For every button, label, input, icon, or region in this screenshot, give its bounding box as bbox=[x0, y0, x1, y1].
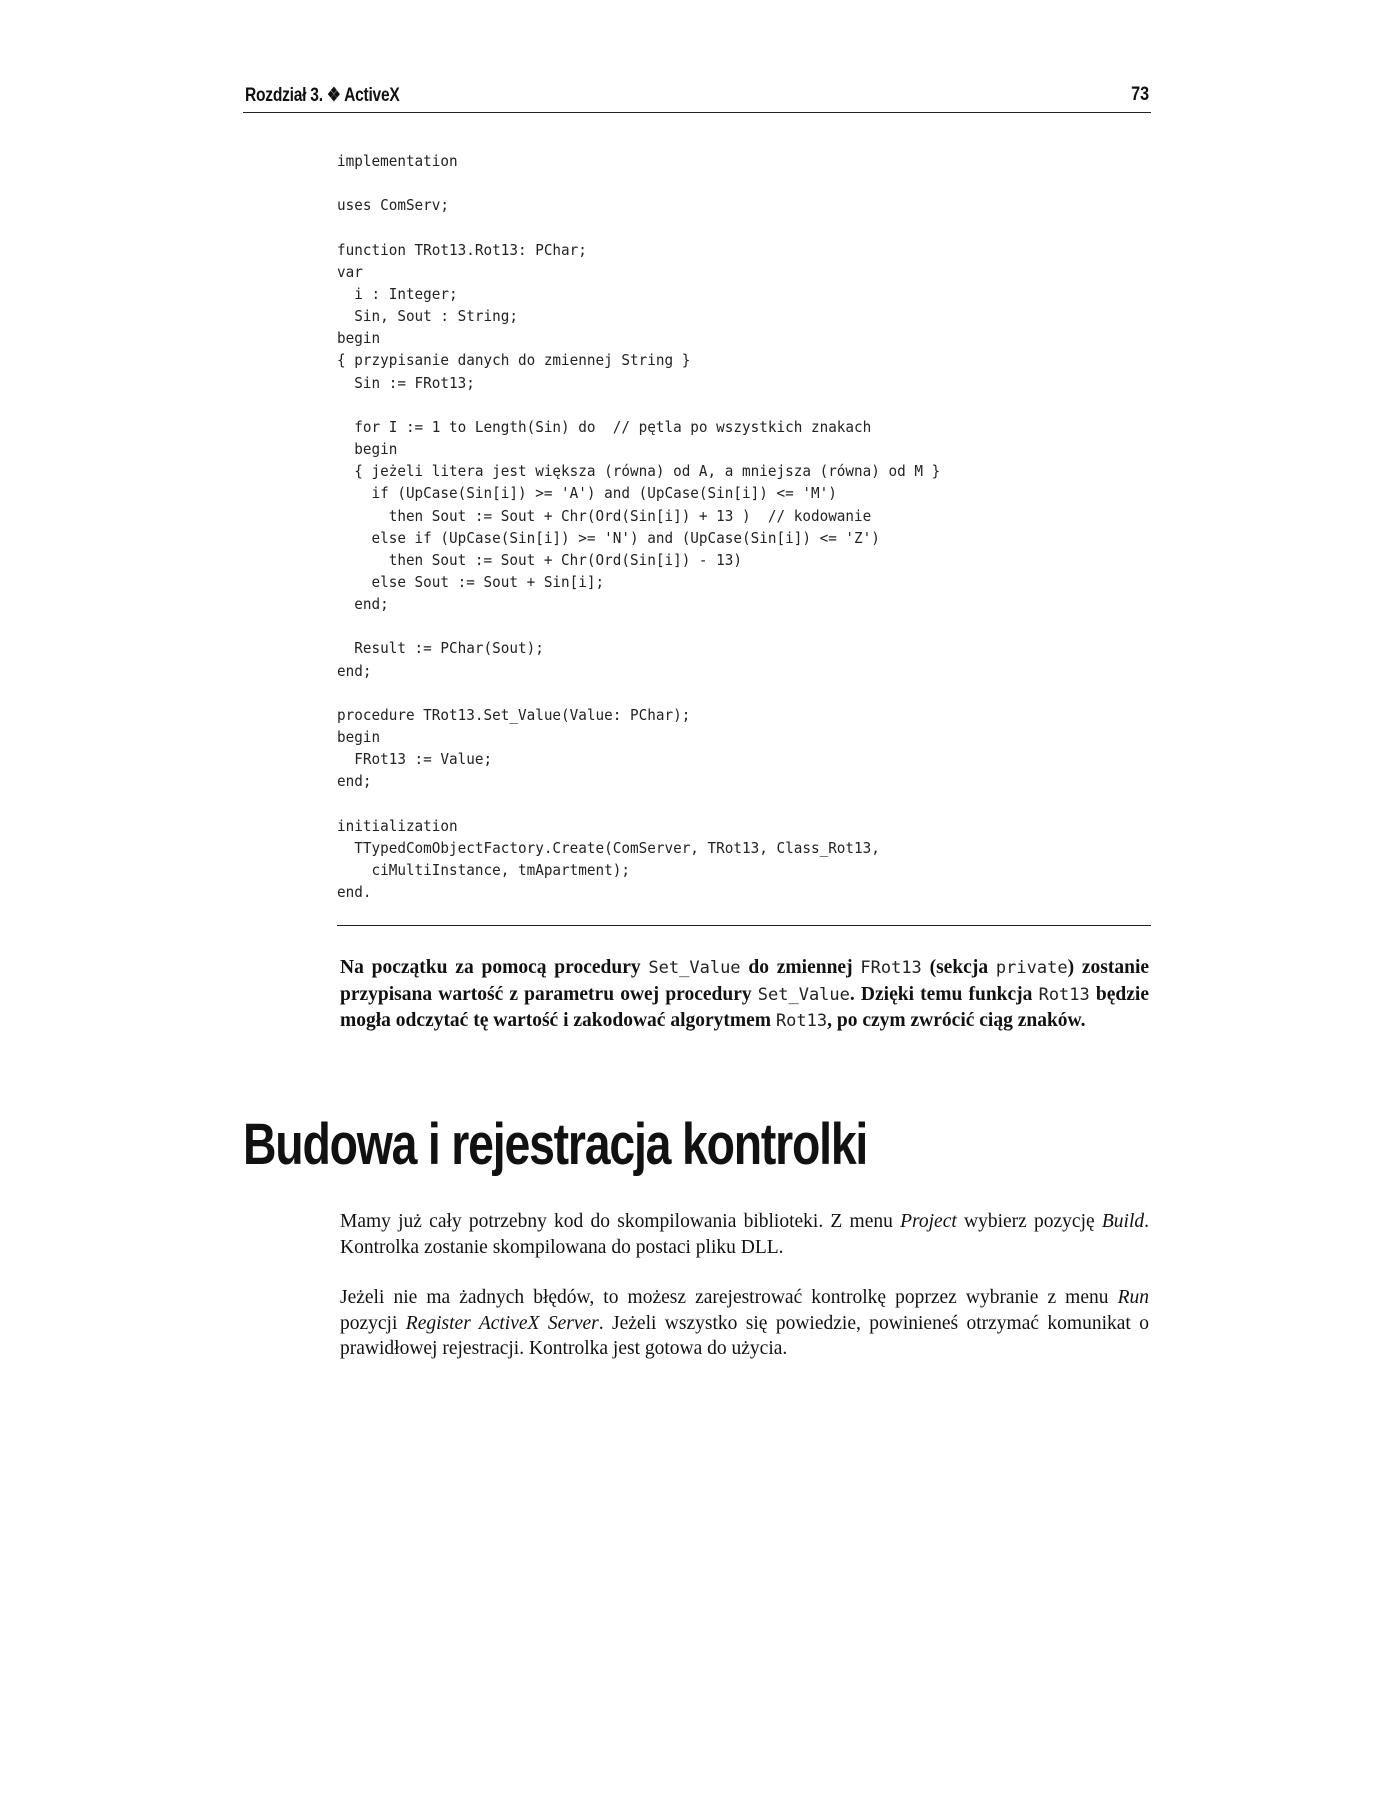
menu-item-name: Register ActiveX Server bbox=[405, 1312, 599, 1334]
text-run: Na początku za pomocą procedury bbox=[340, 957, 649, 978]
inline-code: FRot13 bbox=[860, 958, 922, 978]
section-heading: Budowa i rejestracja kontrolki bbox=[243, 1112, 868, 1177]
page-number: 73 bbox=[1131, 84, 1149, 105]
text-run: . Jeżeli wszystko się powiedzie, powinieneś otrzymać komunikat o prawidłowej rejestracji. Kontrolka jest gotowa do użycia. bbox=[340, 1312, 1149, 1359]
inline-code: Set_Value bbox=[648, 958, 741, 978]
paragraph-set-value-explanation bbox=[340, 955, 1149, 1035]
inline-code: Rot13 bbox=[775, 1011, 828, 1031]
text-run: będzie mogła odczytać tę wartość i zakodować algorytmem bbox=[340, 983, 1149, 1031]
text-run: Jeżeli nie ma żadnych błędów, to możesz zarejestrować kontrolkę poprzez wybranie z menu bbox=[340, 1287, 1118, 1308]
text-run: . Kontrolka zostanie skompilowana do postaci pliku DLL. bbox=[340, 1211, 1149, 1258]
text-run: ) zostanie przypisana wartość z parametru owej procedury bbox=[340, 957, 1150, 1005]
inline-code: Rot13 bbox=[1038, 984, 1090, 1005]
text-run: Mamy już cały potrzebny kod do skompilowania biblioteki. Z menu bbox=[340, 1211, 901, 1232]
inline-code: private bbox=[995, 958, 1068, 978]
menu-name: Run bbox=[1117, 1287, 1149, 1308]
menu-name: Project bbox=[900, 1211, 957, 1232]
text-run: pozycji bbox=[340, 1312, 406, 1334]
code-block: implementation uses ComServ; function TRot13.Rot13: PChar; var i : Integer; Sin, Sout : String; begin { przypisanie danych do zmiennej String } Sin := FRot13; for I := 1 to Length(Sin) do // pętla po wszystkich znakach begin { jeżeli litera jest większa (równa) od A, a mniejsza (równa) od M } if (UpCase(Sin[i]) >= 'A') and (UpCase(Sin[i]) <= 'M') then Sout := Sout + Chr(Ord(Sin[i]) + 13 ) // kodowanie else if (UpCase(Sin[i]) >= 'N') and (UpCase(Sin[i]) <= 'Z') then Sout := Sout + Chr(Ord(Sin[i]) - 13) else Sout := Sout + Sin[i]; end; Result := PChar(Sout); end; procedure TRot13.Set_Value(Value: PChar); begin FRot13 := Value; end; initialization TTypedComObjectFactory.Create(ComServer, TRot13, Class_Rot13, ciMultiInstance, tmApartment); end. bbox=[337, 152, 941, 902]
inline-code: Set_Value bbox=[757, 984, 850, 1005]
code-listing bbox=[337, 150, 1151, 926]
chapter-title: Rozdział 3. ❖ ActiveX bbox=[245, 85, 400, 106]
text-run: (sekcja bbox=[921, 957, 996, 978]
paragraph-register bbox=[340, 1285, 1149, 1362]
text-run: wybierz pozycję bbox=[956, 1211, 1102, 1232]
running-header bbox=[243, 84, 1151, 113]
text-run: , po czym zwrócić ciąg znaków. bbox=[827, 1010, 1086, 1031]
text-run: . Dzięki temu funkcja bbox=[849, 983, 1039, 1005]
menu-item-name: Build bbox=[1101, 1211, 1145, 1232]
paragraph-build bbox=[340, 1209, 1149, 1260]
text-run: do zmiennej bbox=[740, 957, 861, 978]
